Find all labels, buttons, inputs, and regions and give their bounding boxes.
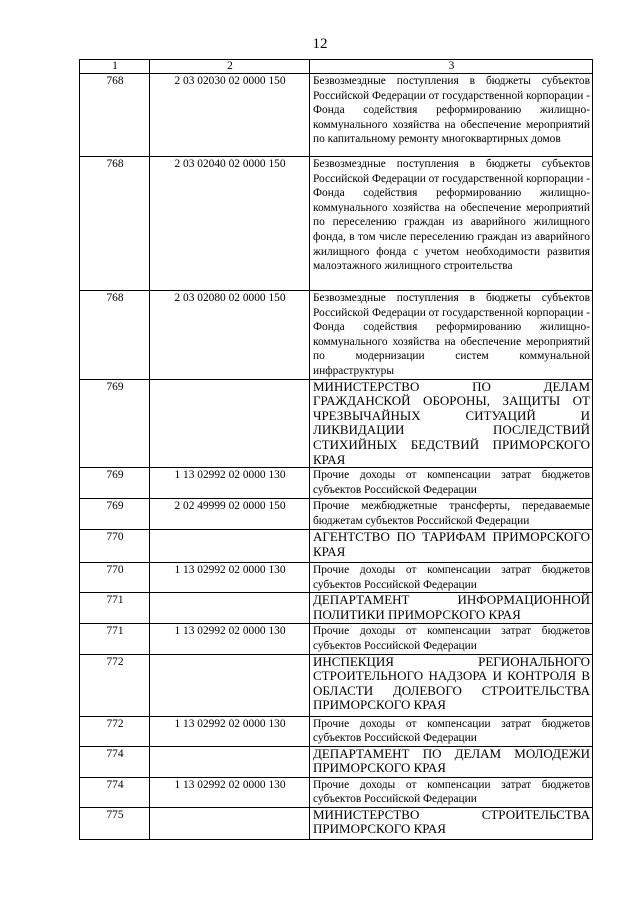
table-row (80, 563, 593, 593)
income-name-cell: Безвозмездные поступления в бюджеты субъектов Российской Федерации от государственной корпорации - Фонда содействия реформированию жилищно-коммунального хозяйства на обеспечение мероприятий по переселению граждан из аварийного жилищного фонда, в том числе переселению граждан из аварийного жилищного фонда с учетом необходимости развития малоэтажного жилищного строительства (310, 157, 593, 291)
admin-code-cell: 768 (80, 291, 150, 380)
admin-code-cell: 768 (80, 74, 150, 157)
income-name-cell: Прочие доходы от компенсации затрат бюджетов субъектов Российской Федерации (310, 624, 593, 654)
admin-code-cell: 769 (80, 379, 150, 468)
admin-code-cell: 771 (80, 593, 150, 624)
income-code-cell: 2 03 02040 02 0000 150 (150, 157, 310, 291)
department-name-cell: МИНИСТЕРСТВО СТРОИТЕЛЬСТВА ПРИМОРСКОГО КРАЯ (310, 807, 593, 839)
admin-code-cell: 774 (80, 746, 150, 777)
income-code-cell: 1 13 02992 02 0000 130 (150, 716, 310, 746)
column-header-1: 1 (80, 60, 150, 74)
admin-code-cell: 770 (80, 530, 150, 563)
table-row (80, 593, 593, 624)
table-row (80, 716, 593, 746)
admin-code-cell: 771 (80, 624, 150, 654)
page-number: 12 (312, 36, 328, 52)
income-name-cell: Прочие доходы от компенсации затрат бюджетов субъектов Российской Федерации (310, 716, 593, 746)
department-name-cell: МИНИСТЕРСТВО ПО ДЕЛАМ ГРАЖДАНСКОЙ ОБОРОНЫ, ЗАЩИТЫ ОТ ЧРЕЗВЫЧАЙНЫХ СИТУАЦИЙ И ЛИКВИДАЦИИ ПОСЛЕДСТВИЙ СТИХИЙНЫХ БЕДСТВИЙ ПРИМОРСКОГО КРАЯ (310, 379, 593, 468)
table-row (80, 74, 593, 157)
income-code-cell (150, 530, 310, 563)
income-name-cell: Безвозмездные поступления в бюджеты субъектов Российской Федерации от государственной корпорации - Фонда содействия реформированию жилищно-коммунального хозяйства на обеспечение мероприятий по модернизации систем коммунальной инфраструктуры (310, 291, 593, 380)
income-code-cell (150, 379, 310, 468)
department-name-cell: АГЕНТСТВО ПО ТАРИФАМ ПРИМОРСКОГО КРАЯ (310, 530, 593, 563)
income-code-cell (150, 654, 310, 716)
income-code-cell: 2 03 02030 02 0000 150 (150, 74, 310, 157)
admin-code-cell: 770 (80, 563, 150, 593)
income-code-cell: 2 03 02080 02 0000 150 (150, 291, 310, 380)
income-code-cell: 2 02 49999 02 0000 150 (150, 499, 310, 530)
income-name-cell: Прочие доходы от компенсации затрат бюджетов субъектов Российской Федерации (310, 468, 593, 499)
admin-code-cell: 774 (80, 777, 150, 807)
table-row (80, 530, 593, 563)
table-row (80, 379, 593, 468)
table-header-row (80, 60, 593, 74)
income-name-cell: Прочие межбюджетные трансферты, передаваемые бюджетам субъектов Российской Федерации (310, 499, 593, 530)
admin-code-cell: 772 (80, 654, 150, 716)
admin-code-cell: 769 (80, 499, 150, 530)
income-code-cell: 1 13 02992 02 0000 130 (150, 563, 310, 593)
income-code-cell (150, 807, 310, 839)
table-row (80, 777, 593, 807)
income-name-cell: Прочие доходы от компенсации затрат бюджетов субъектов Российской Федерации (310, 777, 593, 807)
table-row (80, 468, 593, 499)
department-name-cell: ДЕПАРТАМЕНТ ИНФОРМАЦИОННОЙ ПОЛИТИКИ ПРИМОРСКОГО КРАЯ (310, 593, 593, 624)
admin-code-cell: 772 (80, 716, 150, 746)
income-code-cell: 1 13 02992 02 0000 130 (150, 777, 310, 807)
income-name-cell: Безвозмездные поступления в бюджеты субъектов Российской Федерации от государственной корпорации - Фонда содействия реформированию жилищно-коммунального хозяйства на обеспечение мероприятий по капитальному ремонту многоквартирных домов (310, 74, 593, 157)
income-code-cell (150, 746, 310, 777)
admin-code-cell: 769 (80, 468, 150, 499)
table-row (80, 157, 593, 291)
table-row (80, 746, 593, 777)
table-row (80, 499, 593, 530)
income-code-cell: 1 13 02992 02 0000 130 (150, 624, 310, 654)
admin-code-cell: 768 (80, 157, 150, 291)
budget-classification-table (79, 59, 593, 840)
column-header-3: 3 (310, 60, 593, 74)
admin-code-cell: 775 (80, 807, 150, 839)
table-row (80, 291, 593, 380)
table-row (80, 807, 593, 839)
table-row (80, 654, 593, 716)
income-code-cell (150, 593, 310, 624)
column-header-2: 2 (150, 60, 310, 74)
department-name-cell: ДЕПАРТАМЕНТ ПО ДЕЛАМ МОЛОДЕЖИ ПРИМОРСКОГО КРАЯ (310, 746, 593, 777)
income-name-cell: Прочие доходы от компенсации затрат бюджетов субъектов Российской Федерации (310, 563, 593, 593)
department-name-cell: ИНСПЕКЦИЯ РЕГИОНАЛЬНОГО СТРОИТЕЛЬНОГО НАДЗОРА И КОНТРОЛЯ В ОБЛАСТИ ДОЛЕВОГО СТРОИТЕЛЬСТВА ПРИМОРСКОГО КРАЯ (310, 654, 593, 716)
income-code-cell: 1 13 02992 02 0000 130 (150, 468, 310, 499)
table-row (80, 624, 593, 654)
